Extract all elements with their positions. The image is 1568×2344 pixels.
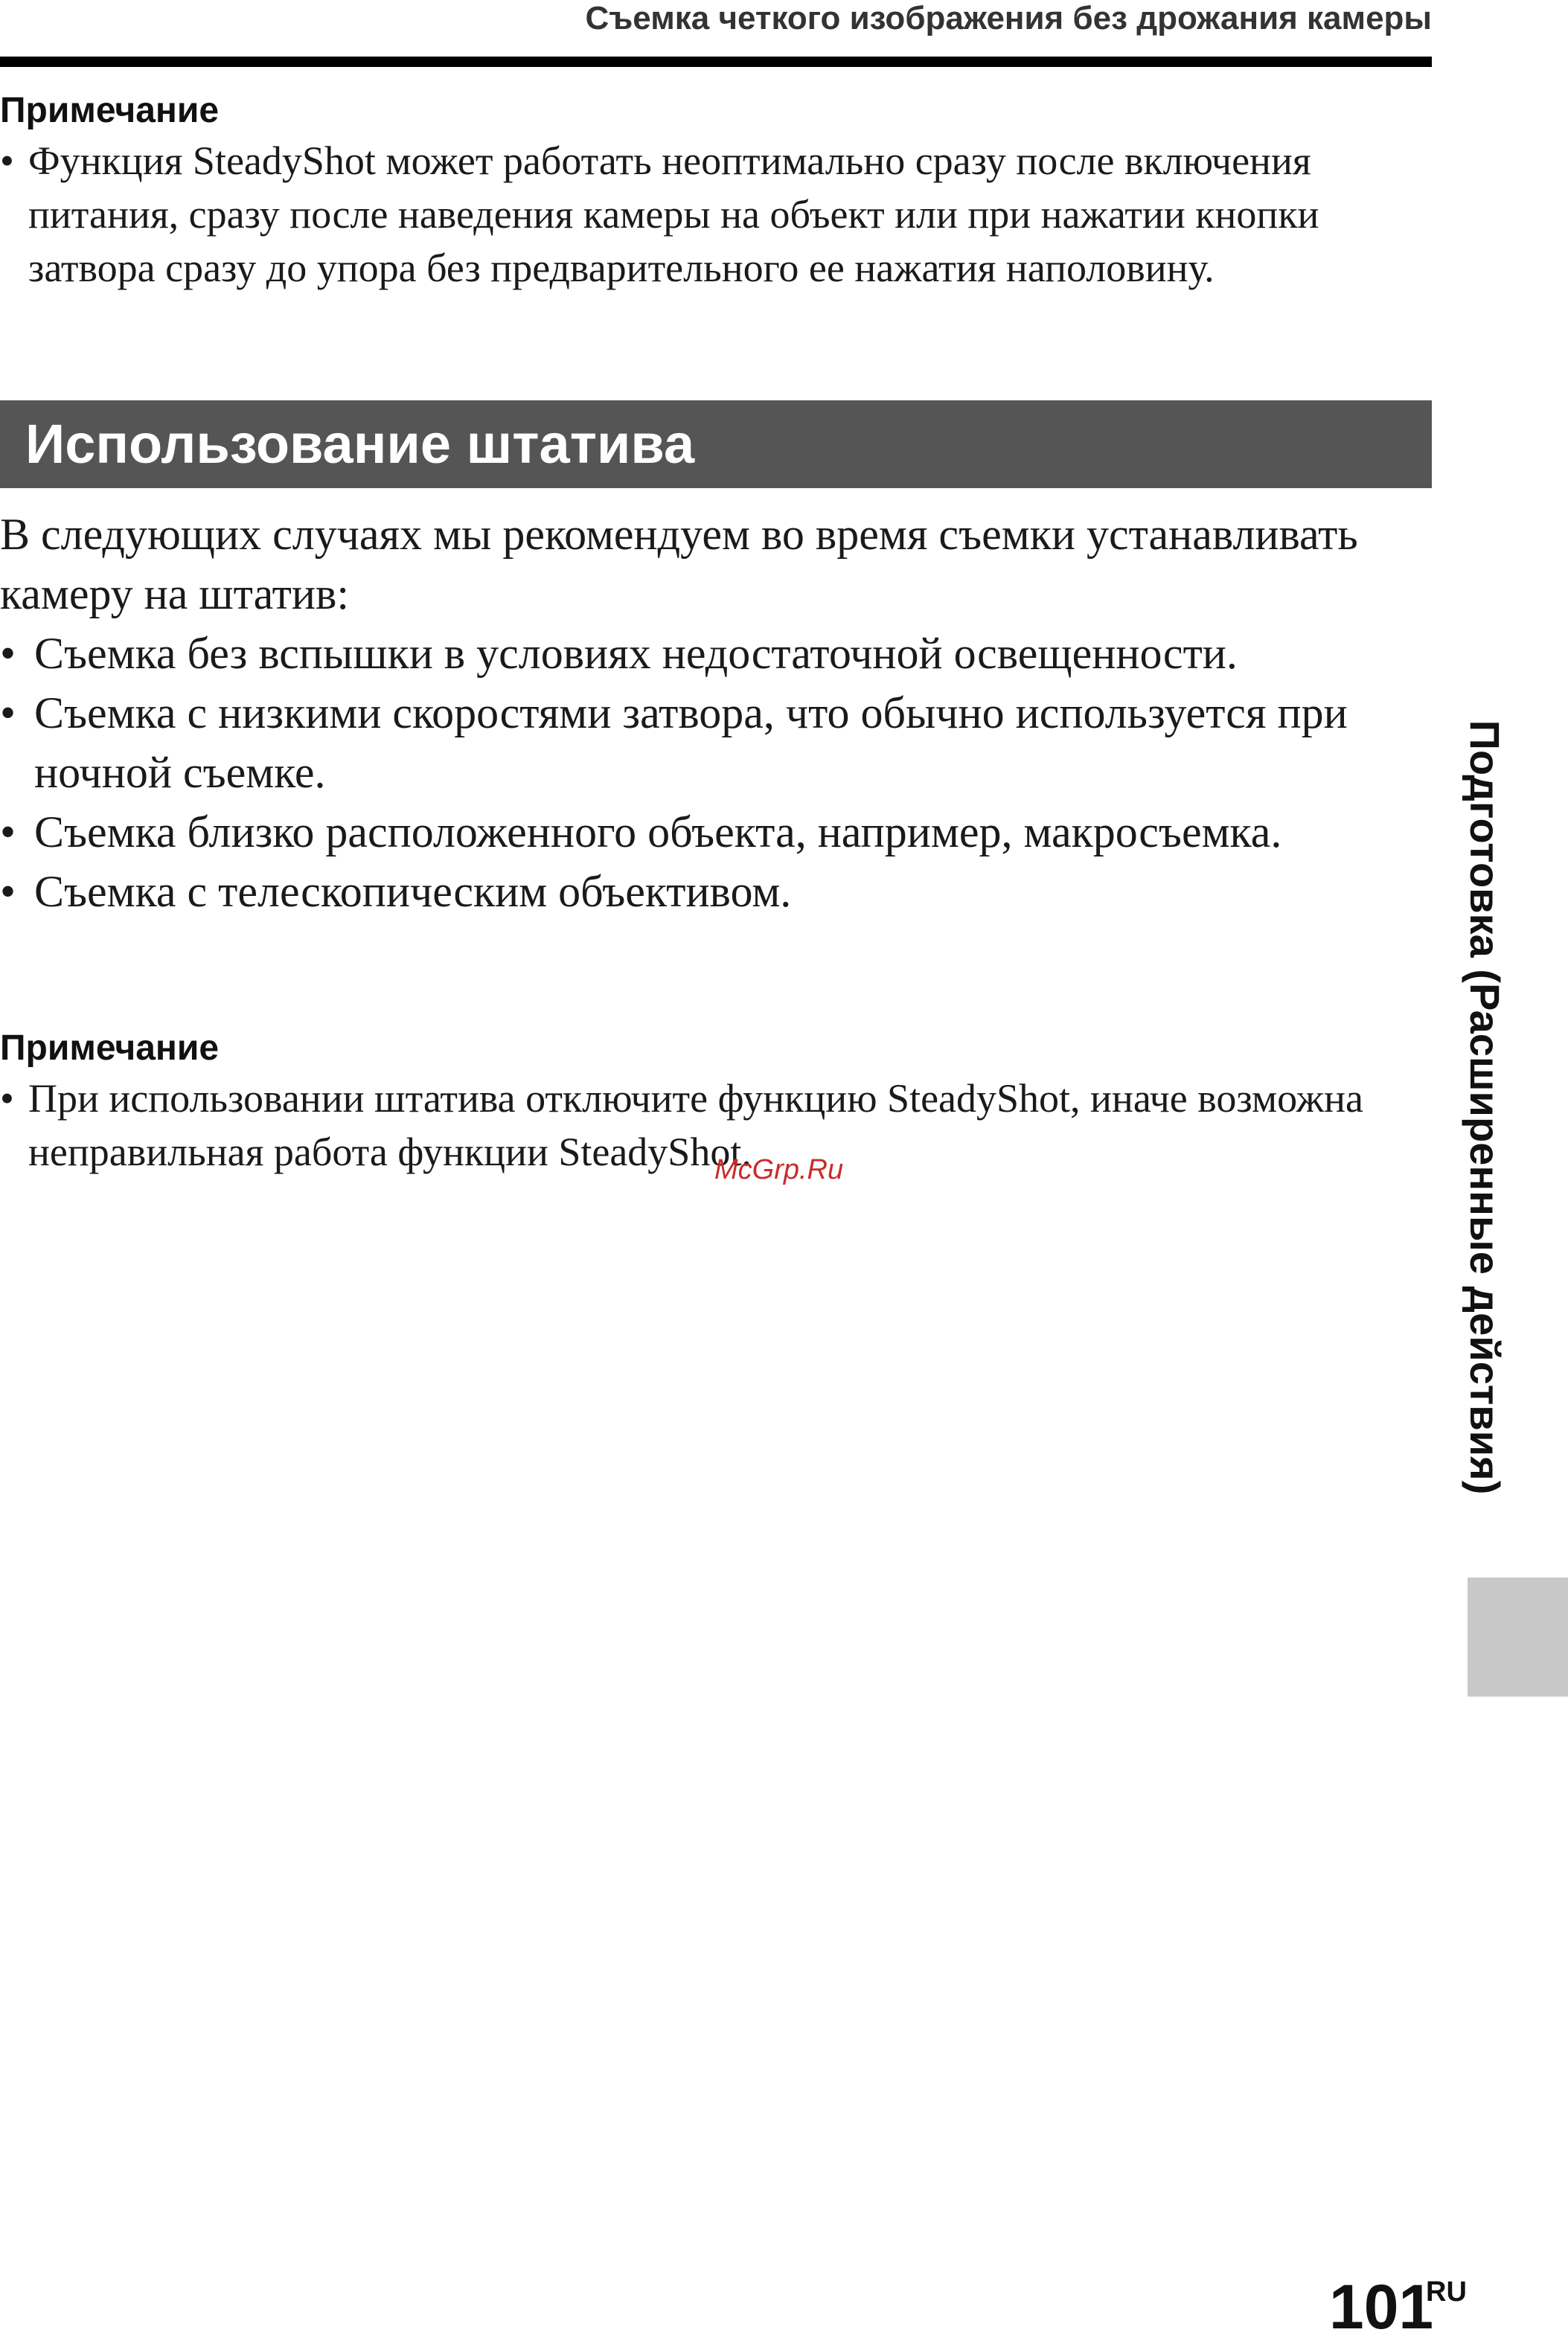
bullet-icon: • bbox=[0, 138, 14, 183]
note-top bbox=[0, 88, 1399, 295]
note-bottom-list bbox=[0, 1072, 1399, 1179]
note-bottom-item-text: При использовании штатива отключите функцию SteadyShot, иначе возможна неправильная работа функции SteadyShot. bbox=[28, 1076, 1363, 1174]
bullet-icon: • bbox=[0, 807, 16, 856]
list-item-text: Съемка близко расположенного объекта, например, макросъемка. bbox=[34, 807, 1282, 856]
list-item-text: Съемка с низкими скоростями затвора, что обычно используется при ночной съемке. bbox=[34, 688, 1348, 797]
list-item-text: Съемка с телескопическим объективом. bbox=[34, 867, 792, 916]
section-body bbox=[0, 505, 1429, 921]
side-tab-marker bbox=[1468, 1578, 1568, 1697]
bullet-icon: • bbox=[0, 867, 16, 916]
note-top-list bbox=[0, 134, 1399, 295]
note-top-title: Примечание bbox=[0, 91, 220, 130]
page-number: 101 bbox=[1329, 2272, 1434, 2342]
page-language-code: RU bbox=[1426, 2276, 1467, 2308]
bullet-icon: • bbox=[0, 1076, 14, 1121]
bullet-icon: • bbox=[0, 629, 16, 678]
note-bottom-title: Примечание bbox=[0, 1028, 220, 1068]
bullet-icon: • bbox=[0, 688, 16, 737]
list-item bbox=[0, 624, 1429, 683]
list-item bbox=[0, 683, 1429, 802]
note-bottom-item bbox=[0, 1072, 1399, 1179]
side-tab-label: Подготовка (Расширенные действия) bbox=[1462, 720, 1508, 1495]
list-item-text: Съемка без вспышки в условиях недостаточной освещенности. bbox=[34, 629, 1238, 678]
section-heading-bar bbox=[0, 400, 1432, 488]
header-rule bbox=[0, 57, 1432, 67]
section-list bbox=[0, 624, 1429, 921]
note-top-item bbox=[0, 134, 1399, 295]
list-item bbox=[0, 802, 1429, 862]
watermark: McGrp.Ru bbox=[714, 1154, 844, 1185]
section-intro: В следующих случаях мы рекомендуем во время съемки устанавливать камеру на штатив: bbox=[0, 510, 1358, 618]
section-title: Использование штатива bbox=[25, 413, 695, 475]
list-item bbox=[0, 862, 1429, 921]
running-header: Съемка четкого изображения без дрожания камеры bbox=[585, 0, 1432, 36]
note-top-item-text: Функция SteadyShot может работать неоптимально сразу после включения питания, сразу после наведения камеры на объект или при нажатии кнопки затвора сразу до упора без предварительного ее нажатия наполовину. bbox=[28, 138, 1319, 290]
note-bottom bbox=[0, 1025, 1399, 1179]
